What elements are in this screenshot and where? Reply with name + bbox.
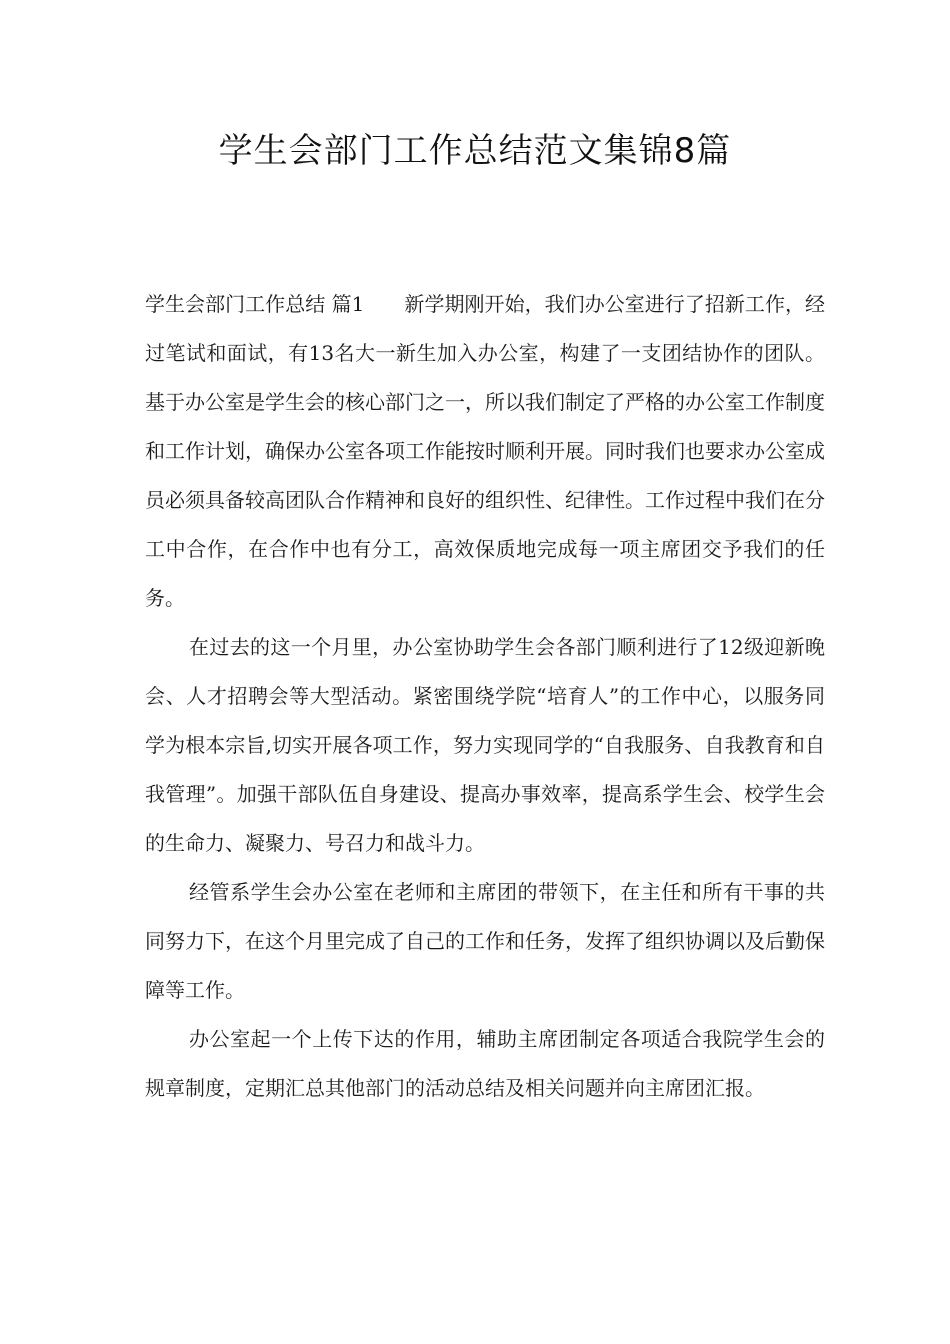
paragraph-3: 经管系学生会办公室在老师和主席团的带领下，在主任和所有干事的共同努力下，在这个月里完成了自己的工作和任务，发挥了组织协调以及后勤保障等工作。 <box>145 880 825 1002</box>
document-body <box>145 280 825 1113</box>
section-heading: 学生会部门工作总结 篇1 <box>145 292 365 316</box>
paragraph-2: 在过去的这一个月里，办公室协助学生会各部门顺利进行了12级迎新晚会、人才招聘会等大型活动。紧密围绕学院“培育人”的工作中心，以服务同学为根本宗旨,切实开展各项工作，努力实现同学的“自我服务、自我教育和自我管理”。加强干部队伍自身建设、提高办事效率，提高系学生会、校学生会的生命力、凝聚力、号召力和战斗力。 <box>145 635 825 855</box>
paragraph-1 <box>145 280 825 623</box>
document-title: 学生会部门工作总结范文集锦8篇 <box>218 131 732 171</box>
paragraph-1-text: 新学期刚开始，我们办公室进行了招新工作，经过笔试和面试，有13名大一新生加入办公室，构建了一支团结协作的团队。基于办公室是学生会的核心部门之一，所以我们制定了严格的办公室工作制度和工作计划，确保办公室各项工作能按时顺利开展。同时我们也要求办公室成员必须具备较高团队合作精神和良好的组织性、纪律性。工作过程中我们在分工中合作，在合作中也有分工，高效保质地完成每一项主席团交予我们的任务。 <box>145 292 826 610</box>
paragraph-4: 办公室起一个上传下达的作用，辅助主席团制定各项适合我院学生会的规章制度，定期汇总其他部门的活动总结及相关问题并向主席团汇报。 <box>145 1027 825 1100</box>
